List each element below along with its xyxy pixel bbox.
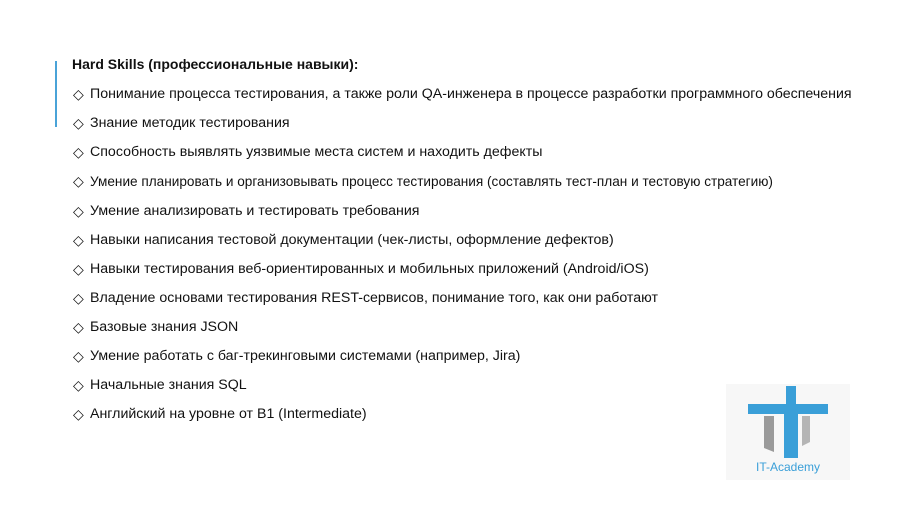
it-academy-logo-icon: [744, 386, 832, 458]
skill-item: [73, 259, 873, 280]
logo-text: IT-Academy: [755, 460, 821, 474]
diamond-bullet-icon: ◇: [73, 232, 84, 248]
diamond-bullet-icon: ◇: [73, 406, 84, 422]
skill-text: Умение работать с баг-трекинговыми системами (например, Jira): [90, 348, 521, 364]
skill-text: Способность выявлять уязвимые места систем и находить дефекты: [90, 144, 543, 160]
diamond-bullet-icon: ◇: [73, 290, 84, 306]
skill-text: Владение основами тестирования REST-сервисов, понимание того, как они работают: [90, 290, 658, 306]
diamond-bullet-icon: ◇: [73, 173, 84, 189]
diamond-bullet-icon: ◇: [73, 144, 84, 160]
skill-item: [73, 142, 873, 163]
skill-text: Навыки написания тестовой документации (чек-листы, оформление дефектов): [90, 232, 614, 248]
diamond-bullet-icon: ◇: [73, 319, 84, 335]
accent-bar: [55, 61, 57, 127]
skill-item: [73, 317, 873, 338]
skill-item: [73, 346, 873, 367]
diamond-bullet-icon: ◇: [73, 261, 84, 277]
skill-item: [73, 171, 873, 193]
skill-item: [73, 230, 873, 251]
skill-text: Знание методик тестирования: [90, 115, 290, 131]
diamond-bullet-icon: ◇: [73, 348, 84, 364]
skill-item: [73, 288, 873, 309]
diamond-bullet-icon: ◇: [73, 377, 84, 393]
diamond-bullet-icon: ◇: [73, 115, 84, 131]
skill-item: [73, 201, 873, 222]
skill-text: Умение планировать и организовывать процесс тестирования (составлять тест-план и тестовую стратегию): [90, 174, 773, 189]
skill-text: Умение анализировать и тестировать требования: [90, 203, 420, 219]
slide-title: Hard Skills (профессиональные навыки):: [72, 56, 359, 72]
skill-text: Понимание процесса тестирования, а также роли QA-инженера в процессе разработки программного обеспечения: [90, 86, 852, 102]
skill-text: Начальные знания SQL: [90, 377, 247, 393]
it-academy-logo: [726, 384, 850, 480]
skill-text: Базовые знания JSON: [90, 319, 239, 335]
skill-item: [73, 84, 873, 105]
diamond-bullet-icon: ◇: [73, 203, 84, 219]
diamond-bullet-icon: ◇: [73, 86, 84, 102]
skill-item: [73, 113, 873, 134]
skill-text: Английский на уровне от B1 (Intermediate): [90, 406, 367, 422]
skills-list: [73, 84, 873, 433]
skill-text: Навыки тестирования веб-ориентированных и мобильных приложений (Android/iOS): [90, 261, 649, 277]
